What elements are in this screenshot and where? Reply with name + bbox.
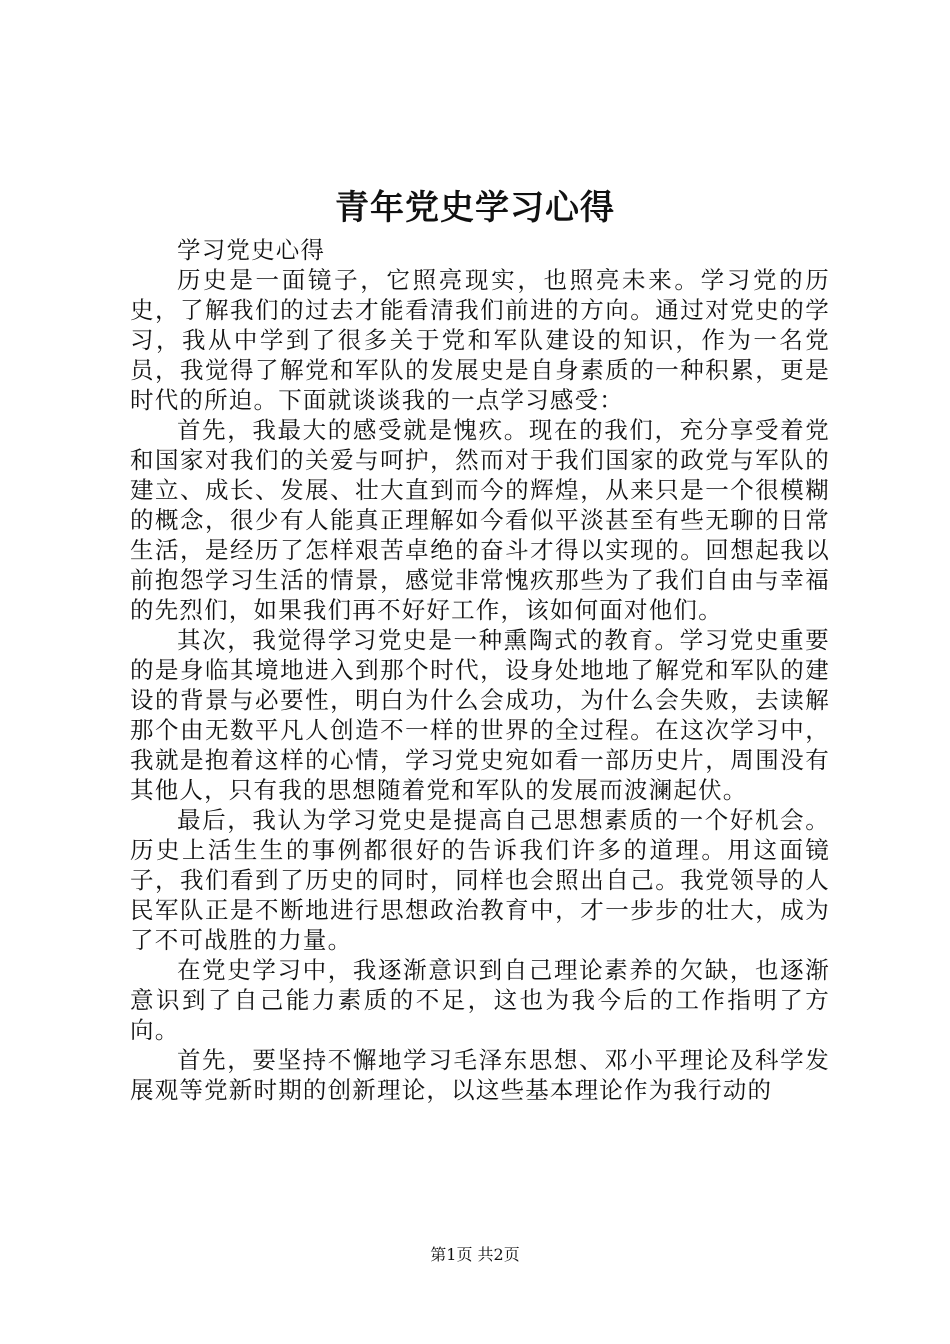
paragraph: 首先，要坚持不懈地学习毛泽东思想、邓小平理论及科学发展观等党新时期的创新理论，以这些基本理论作为我行动的 <box>130 1046 830 1104</box>
paragraph: 最后，我认为学习党史是提高自己思想素质的一个好机会。历史上活生生的事例都很好的告诉我们许多的道理。用这面镜子，我们看到了历史的同时，同样也会照出自己。我党领导的人民军队正是不断地进行思想政治教育中，才一步步的壮大，成为了不可战胜的力量。 <box>130 806 830 954</box>
document-body <box>130 235 830 1105</box>
paragraph: 首先，我最大的感受就是愧疚。现在的我们，充分享受着党和国家对我们的关爱与呵护，然而对于我们国家的政党与军队的建立、成长、发展、壮大直到而今的辉煌，从来只是一个很模糊的概念，很少有人能真正理解如今看似平淡甚至有些无聊的日常生活，是经历了怎样艰苦卓绝的奋斗才得以实现的。回想起我以前抱怨学习生活的情景，感觉非常愧疚那些为了我们自由与幸福的先烈们，如果我们再不好好工作，该如何面对他们。 <box>130 416 830 624</box>
paragraph-subtitle: 学习党史心得 <box>177 236 326 264</box>
paragraph: 在党史学习中，我逐渐意识到自己理论素养的欠缺，也逐渐意识到了自己能力素质的不足，这也为我今后的工作指明了方向。 <box>130 956 830 1044</box>
paragraph: 历史是一面镜子，它照亮现实，也照亮未来。学习党的历史，了解我们的过去才能看清我们前进的方向。通过对党史的学习，我从中学到了很多关于党和军队建设的知识，作为一名党员，我觉得了解党和军队的发展史是自身素质的一种积累，更是时代的所迫。下面就谈谈我的一点学习感受： <box>130 266 830 414</box>
paragraph: 其次，我觉得学习党史是一种熏陶式的教育。学习党史重要的是身临其境地进入到那个时代，设身处地地了解党和军队的建设的背景与必要性，明白为什么会成功，为什么会失败，去读解那个由无数平凡人创造不一样的世界的全过程。在这次学习中，我就是抱着这样的心情，学习党史宛如看一部历史片，周围没有其他人，只有我的思想随着党和军队的发展而波澜起伏。 <box>130 626 830 804</box>
document-title: 青年党史学习心得 <box>335 188 615 228</box>
page-number-footer: 第1页 共2页 <box>430 1245 520 1264</box>
